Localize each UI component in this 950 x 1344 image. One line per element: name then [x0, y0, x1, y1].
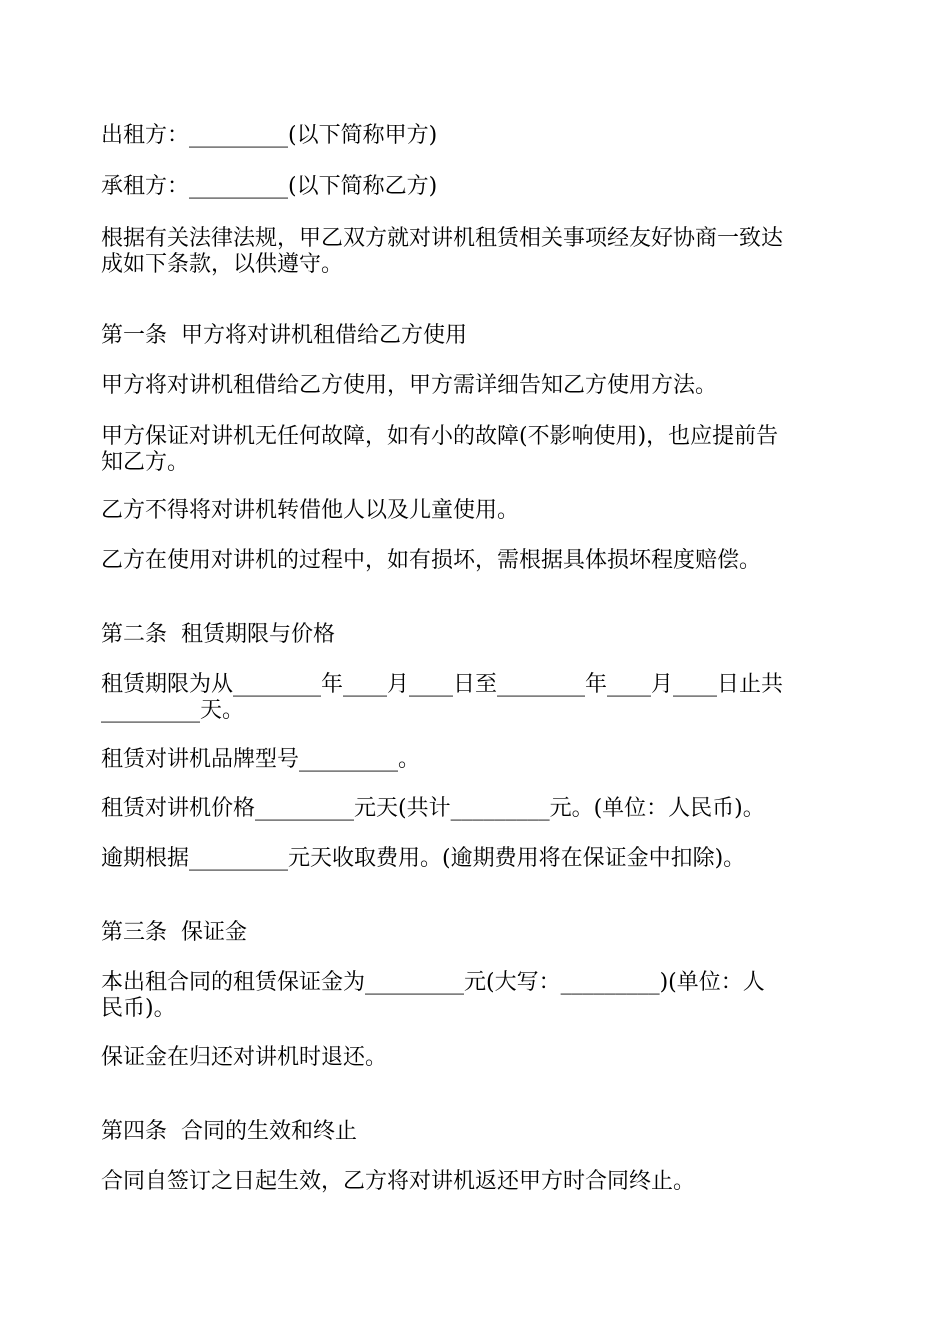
- article-1-paragraph-2-line-1: 甲方保证对讲机无任何故障，如有小的故障(不影响使用)，也应提前告: [101, 424, 779, 449]
- article-4-heading: 第四条 合同的生效和终止: [101, 1119, 357, 1144]
- article-2-paragraph-1-line-1: 租赁期限为从________年____月____日至________年____月____日止共: [101, 672, 784, 697]
- article-3-paragraph-2: 保证金在归还对讲机时退还。: [101, 1045, 388, 1070]
- article-2-paragraph-1-line-2: _________天。: [101, 698, 245, 723]
- article-2-heading: 第二条 租赁期限与价格: [101, 622, 335, 647]
- article-1-heading: 第一条 甲方将对讲机租借给乙方使用: [101, 323, 467, 348]
- article-3-paragraph-1-line-2: 民币)。: [101, 996, 176, 1021]
- article-4-paragraph-1: 合同自签订之日起生效，乙方将对讲机返还甲方时合同终止。: [101, 1169, 696, 1194]
- article-3-heading: 第三条 保证金: [101, 920, 247, 945]
- article-1-paragraph-3: 乙方不得将对讲机转借他人以及儿童使用。: [101, 498, 520, 523]
- article-1-paragraph-2-line-2: 知乙方。: [101, 450, 190, 475]
- intro-line-1: 根据有关法律法规，甲乙双方就对讲机租赁相关事项经友好协商一致达: [101, 226, 784, 251]
- article-3-paragraph-1-line-1: 本出租合同的租赁保证金为_________元(大写：_________)(单位：人: [101, 970, 765, 995]
- article-1-paragraph-4: 乙方在使用对讲机的过程中，如有损坏，需根据具体损坏程度赔偿。: [101, 548, 762, 573]
- article-2-paragraph-4: 逾期根据_________元天收取费用。(逾期费用将在保证金中扣除)。: [101, 846, 746, 871]
- lessor-line: 出租方：_________(以下简称甲方): [101, 123, 438, 148]
- article-1-paragraph-1: 甲方将对讲机租借给乙方使用，甲方需详细告知乙方使用方法。: [101, 373, 718, 398]
- intro-line-2: 成如下条款，以供遵守。: [101, 252, 344, 277]
- lessee-line: 承租方：_________(以下简称乙方): [101, 174, 438, 199]
- article-2-paragraph-3: 租赁对讲机价格_________元天(共计_________元。(单位：人民币)。: [101, 796, 765, 821]
- article-2-paragraph-2: 租赁对讲机品牌型号_________。: [101, 747, 421, 772]
